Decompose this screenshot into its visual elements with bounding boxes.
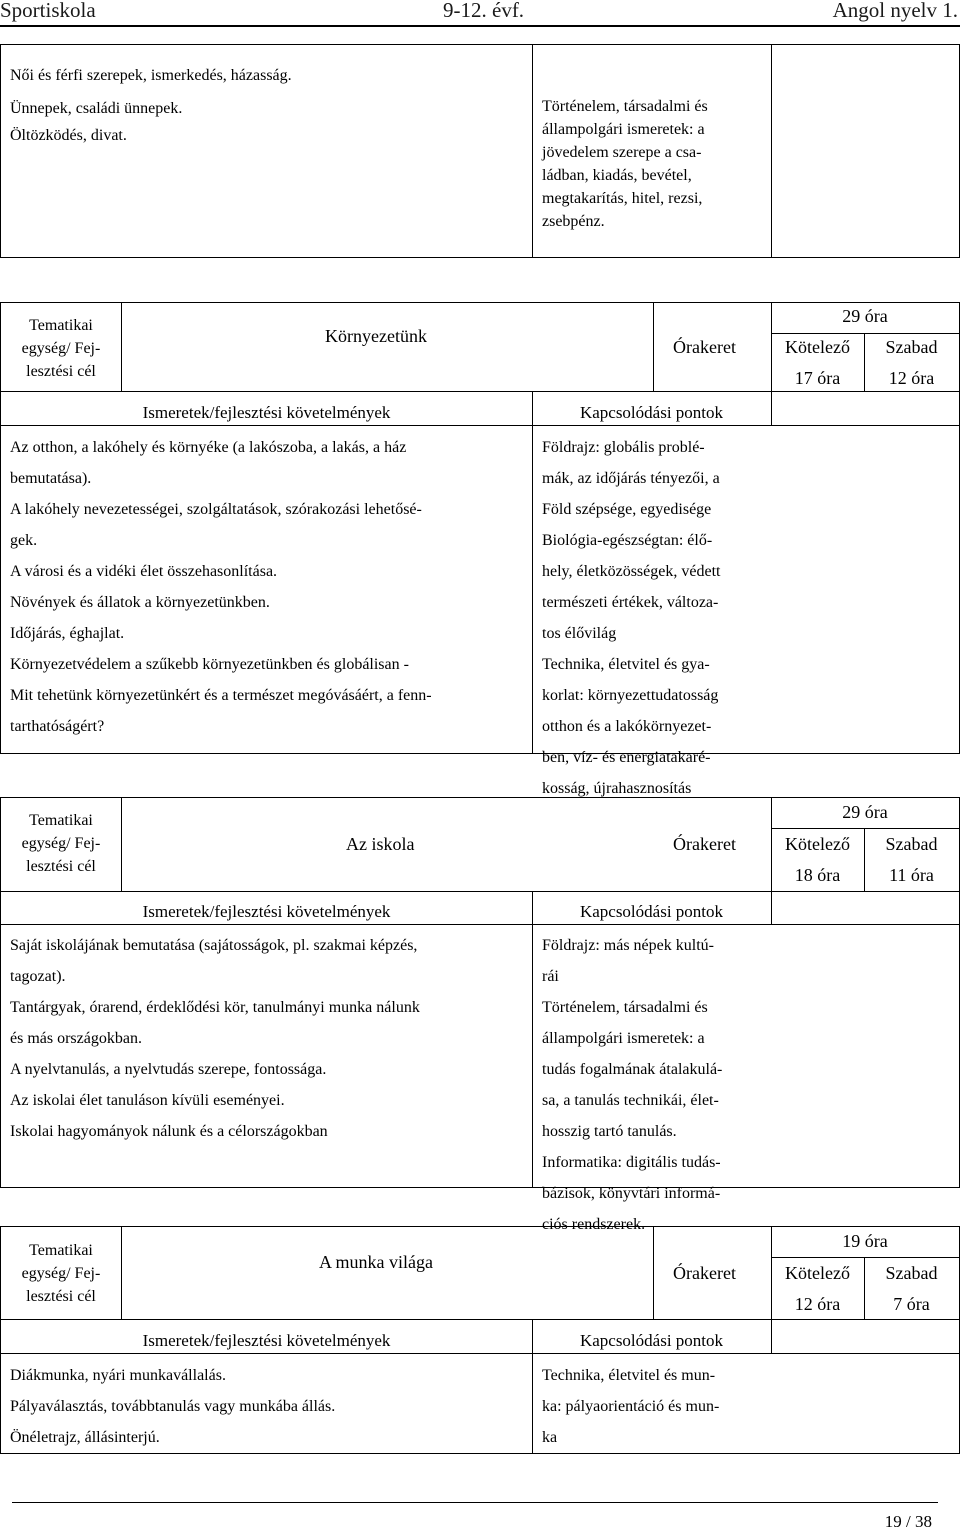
header-grade: 9-12. évf.: [443, 0, 525, 22]
orakeret-label: Órakeret: [673, 1263, 736, 1283]
unit-world-of-work: [0, 1226, 960, 1454]
szabad-label: Szabad: [885, 834, 938, 854]
connections-list: [542, 1364, 719, 1457]
top-block-divider: [532, 45, 533, 257]
unit-label: Tematikai egység/ Fej- lesztési cél: [21, 1242, 101, 1305]
requirement-item: Tantárgyak, órarend, érdeklődési kör, tanulmányi munka nálunk és más országokban.: [10, 999, 420, 1047]
top-block-right: [542, 95, 708, 233]
requirement-item: Diákmunka, nyári munkavállalás.: [10, 1367, 226, 1384]
orakeret-label: Órakeret: [673, 337, 736, 357]
cell-divider: [771, 1257, 959, 1258]
row-divider: [1, 425, 959, 426]
connection-item: Földrajz: globális problé- mák, az időjárás tényezői, a Föld szépsége, egyedisége: [542, 439, 720, 518]
connection-item: Technika, életvitel és mun- ka: pályaorientáció és mun- ka: [542, 1367, 720, 1446]
total-hours: 29 óra: [842, 802, 888, 822]
page-number: 19 / 38: [884, 1512, 932, 1531]
link-line: ládban, kiadás, bevétel,: [542, 167, 692, 184]
requirement-item: Az iskolai élet tanuláson kívüli eseményei.: [10, 1092, 285, 1109]
szabad-hours: 11 óra: [889, 865, 934, 885]
requirements-header: Ismeretek/fejlesztési követelmények: [142, 1331, 391, 1350]
kotelezo-label: Kötelező: [785, 834, 850, 854]
kotelezo-hours: 18 óra: [794, 865, 841, 885]
connections-header: Kapcsolódási pontok: [579, 1331, 724, 1350]
cell-divider: [121, 303, 122, 391]
link-line: jövedelem szerepe a csa-: [542, 144, 702, 161]
connections-list: [542, 436, 720, 808]
connection-item: Technika, életvitel és gya- korlat: környezettudatosság otthon és a lakókörnyezet- ben, víz- és energiatakaré- kosság, újrahasznosítás: [542, 656, 719, 797]
unit-environment: [0, 302, 960, 797]
requirement-item: Az otthon, a lakóhely és környéke (a lakószoba, a lakás, a ház bemutatása).: [10, 439, 407, 487]
connections-list: [542, 934, 722, 1244]
cell-divider: [653, 303, 654, 391]
kotelezo-hours: 12 óra: [794, 1294, 841, 1314]
top-block-left: [10, 64, 292, 147]
requirement-item: Iskolai hagyományok nálunk és a célországokban: [10, 1123, 328, 1140]
column-divider: [771, 391, 772, 425]
row-divider: [1, 1319, 959, 1320]
requirements-list: [10, 1364, 335, 1457]
top-block: [0, 44, 960, 258]
topic-line: Ünnepek, családi ünnepek.: [10, 100, 183, 117]
cell-divider: [771, 828, 959, 829]
row-divider: [1, 924, 959, 925]
total-hours: 29 óra: [842, 306, 888, 326]
connection-item: Informatika: digitális tudás- bázisok, könyvtári informá- ciós rendszerek.: [542, 1154, 721, 1233]
link-line: zsebpénz.: [542, 213, 605, 230]
connection-item: Történelem, társadalmi és állampolgári ismeretek: a tudás fogalmának átalakulá- sa, a tanulás technikái, élet- hosszig tartó tanulás.: [542, 999, 723, 1140]
column-divider: [771, 1319, 772, 1353]
requirement-item: Növények és állatok a környezetünkben.: [10, 594, 270, 611]
row-divider: [1, 1353, 959, 1354]
kotelezo-label: Kötelező: [785, 1263, 850, 1283]
page-header: [0, 0, 960, 24]
kotelezo-label: Kötelező: [785, 337, 850, 357]
unit-label: Tematikai egység/ Fej- lesztési cél: [21, 317, 101, 380]
requirements-header: Ismeretek/fejlesztési követelmények: [142, 902, 391, 921]
footer-rule: [12, 1502, 938, 1503]
requirement-item: Saját iskolájának bemutatása (sajátosságok, pl. szakmai képzés, tagozat).: [10, 937, 418, 985]
link-line: Történelem, társadalmi és: [542, 98, 708, 115]
requirement-item: A lakóhely nevezetességei, szolgáltatások, szórakozási lehetősé- gek.: [10, 501, 422, 549]
szabad-hours: 12 óra: [888, 368, 935, 388]
unit-title: A munka világa: [319, 1252, 433, 1272]
unit-title: Környezetünk: [325, 326, 427, 346]
header-rule: [0, 25, 960, 27]
cell-divider: [121, 798, 122, 891]
header-school: Sportiskola: [0, 0, 96, 22]
requirement-item: A városi és a vidéki élet összehasonlítása.: [10, 563, 278, 580]
link-line: állampolgári ismeretek: a: [542, 121, 705, 138]
requirement-item: Időjárás, éghajlat.: [10, 625, 125, 642]
requirement-item: Önéletrajz, állásinterjú.: [10, 1429, 160, 1446]
requirements-header: Ismeretek/fejlesztési követelmények: [142, 403, 391, 422]
column-divider: [532, 891, 533, 1187]
szabad-label: Szabad: [885, 337, 938, 357]
szabad-hours: 7 óra: [893, 1294, 930, 1314]
requirement-item: Pályaválasztás, továbbtanulás vagy munkába állás.: [10, 1398, 336, 1415]
connections-header: Kapcsolódási pontok: [579, 403, 724, 422]
szabad-label: Szabad: [885, 1263, 938, 1283]
column-divider: [771, 891, 772, 924]
orakeret-label: Órakeret: [673, 834, 736, 854]
row-divider: [1, 891, 959, 892]
link-line: megtakarítás, hitel, rezsi,: [542, 190, 703, 207]
connection-item: Biológia-egészségtan: élő- hely, életközösségek, védett természeti értékek, változa- tos élővilág: [542, 532, 721, 642]
topic-line: Öltözködés, divat.: [10, 127, 127, 144]
cell-divider: [121, 1227, 122, 1319]
unit-label: Tematikai egység/ Fej- lesztési cél: [21, 812, 101, 875]
requirements-list: [10, 436, 432, 746]
kotelezo-hours: 17 óra: [794, 368, 841, 388]
row-divider: [1, 391, 959, 392]
top-block-divider: [771, 45, 772, 257]
connections-header: Kapcsolódási pontok: [579, 902, 724, 921]
cell-divider: [771, 333, 959, 334]
topic-line: Női és férfi szerepek, ismerkedés, házasság.: [10, 67, 292, 84]
total-hours: 19 óra: [842, 1231, 888, 1251]
requirement-item: A nyelvtanulás, a nyelvtudás szerepe, fontossága.: [10, 1061, 327, 1078]
header-subject: Angol nyelv 1.: [832, 0, 958, 22]
requirement-item: Környezetvédelem a szűkebb környezetünkben és globálisan - Mit tehetünk környezetünkért és a természet megóvásáért, a fenn- tarthatóságért?: [10, 656, 432, 735]
requirements-list: [10, 934, 420, 1151]
connection-item: Földrajz: más népek kultú- rái: [542, 937, 714, 985]
column-divider: [532, 391, 533, 753]
unit-school: [0, 797, 960, 1233]
unit-title: Az iskola: [346, 834, 415, 854]
cell-divider: [653, 1227, 654, 1319]
